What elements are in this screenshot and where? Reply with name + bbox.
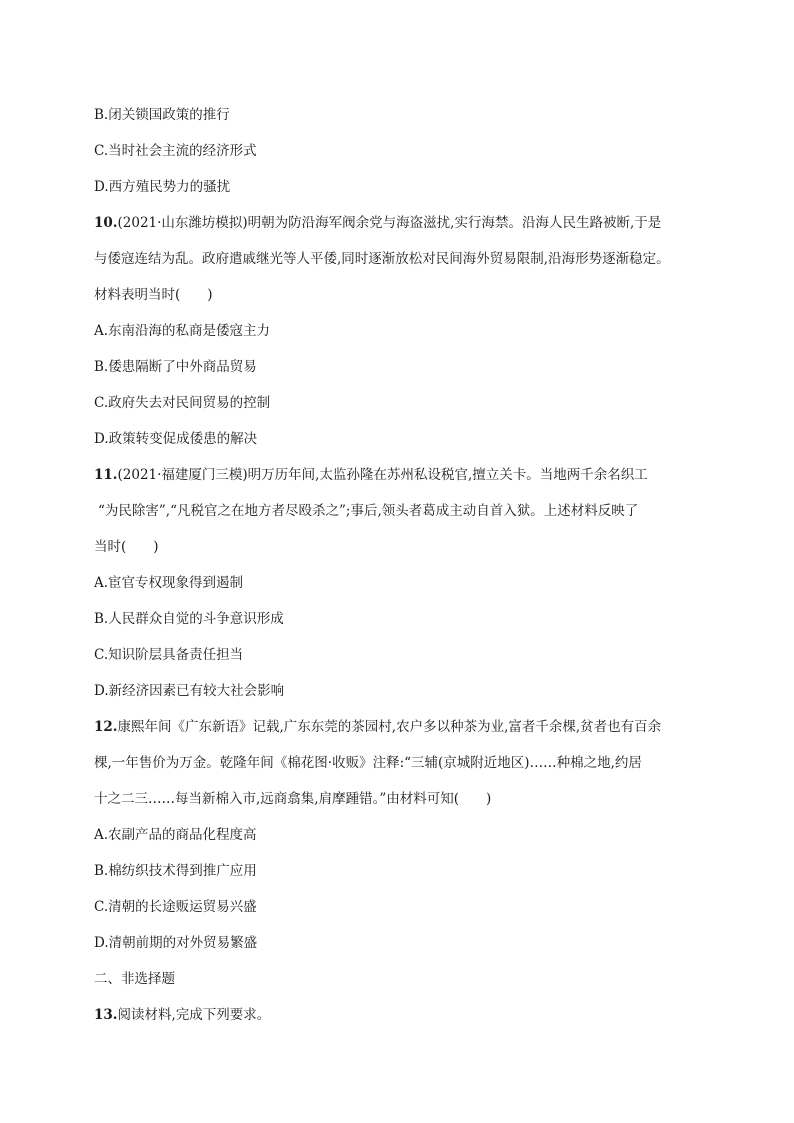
q11-stem-line1 <box>94 466 648 484</box>
q10-option-d: D.政策转变促成倭患的解决 <box>94 431 258 447</box>
q11-stem-line3: 当时( ) <box>94 539 159 555</box>
q13-stem <box>94 1006 270 1024</box>
q11-option-c: C.知识阶层具备责任担当 <box>94 647 244 663</box>
q10-stem-line3: 材料表明当时( ) <box>94 287 213 303</box>
q9-option-b: B.闭关锁国政策的推行 <box>94 107 230 123</box>
q10-number: 10. <box>94 215 118 231</box>
q12-option-d: D.清朝前期的对外贸易繁盛 <box>94 935 258 951</box>
q11-option-b: B.人民群众自觉的斗争意识形成 <box>94 611 284 627</box>
q12-option-c: C.清朝的长途贩运贸易兴盛 <box>94 899 257 915</box>
q10-stem-line1 <box>94 214 661 232</box>
q12-stem-line3: 十之二三……每当新棉入市,远商翕集,肩摩踵错。”由材料可知( ) <box>94 791 492 807</box>
q10-stem-line2: 与倭寇连结为乱。政府遣戚继光等人平倭,同时逐渐放松对民间海外贸易限制,沿海形势逐渐稳定。 <box>94 251 670 267</box>
q11-option-d: D.新经济因素已有较大社会影响 <box>94 683 285 699</box>
q10-option-a: A.东南沿海的私商是倭寇主力 <box>94 323 271 339</box>
q10-option-b: B.倭患隔断了中外商品贸易 <box>94 359 257 375</box>
q11-stem-line2: “为民除害”,“凡税官之在地方者尽殴杀之”;事后,领头者葛成主动自首入狱。上述材料反映了 <box>98 503 639 519</box>
q12-stem-line2: 棵,一年售价为万金。乾隆年间《棉花图·收贩》注释:“三辅(京城附近地区)……种棉之地,约居 <box>94 755 642 771</box>
q9-option-d: D.西方殖民势力的骚扰 <box>94 179 231 195</box>
q12-option-a: A.农副产品的商品化程度高 <box>94 827 257 843</box>
q9-option-c: C.当时社会主流的经济形式 <box>94 143 257 159</box>
q12-stem-line1 <box>94 718 661 736</box>
q11-option-a: A.宦官专权现象得到遏制 <box>94 575 244 591</box>
q13-stem-text: 阅读材料,完成下列要求。 <box>117 1007 271 1023</box>
q11-number: 11. <box>94 467 118 483</box>
q10-option-c: C.政府失去对民间贸易的控制 <box>94 395 271 411</box>
q11-stem-text1: (2021·福建厦门三模)明万历年间,太监孙隆在苏州私设税官,擅立关卡。当地两千余名织工 <box>117 467 648 483</box>
q12-option-b: B.棉纺织技术得到推广应用 <box>94 863 257 879</box>
q10-stem-text1: (2021·山东潍坊模拟)明朝为防沿海军阀余党与海盗滋扰,实行海禁。沿海人民生路被断,于是 <box>117 215 662 231</box>
q12-stem-text1: 康熙年间《广东新语》记载,广东东莞的茶园村,农户多以种茶为业,富者千余棵,贫者也有百余 <box>117 719 662 735</box>
q13-number: 13. <box>94 1007 118 1023</box>
section-heading-non-choice: 二、非选择题 <box>94 971 175 987</box>
q12-number: 12. <box>94 719 118 735</box>
